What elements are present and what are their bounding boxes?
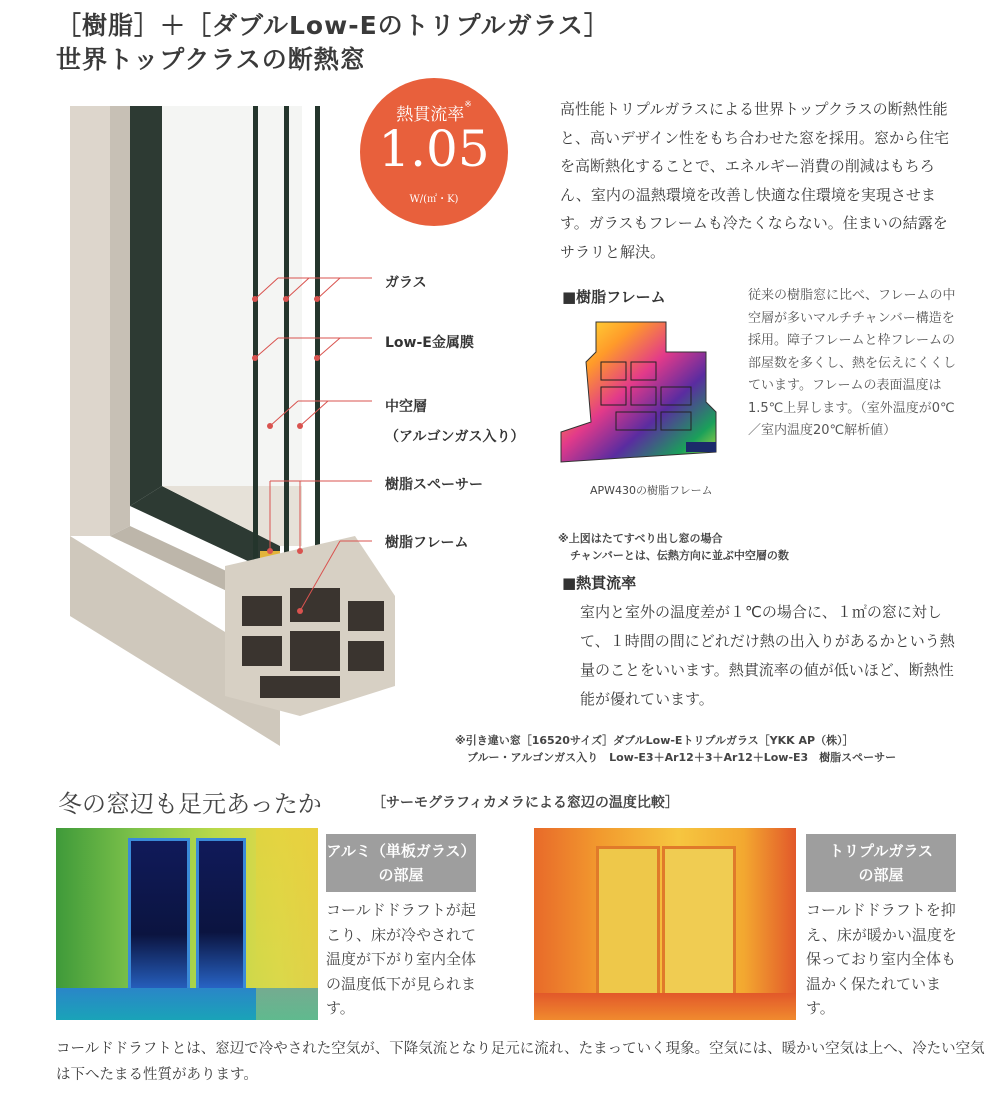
callout-resin-frame: 樹脂フレーム [385,535,469,551]
label-triple-glass-room-line2: の部屋 [858,866,904,884]
cold-draft-explanation: コールドドラフトとは、窓辺で冷やされた空気が、下降気流となり足元に流れ、たまっていく現象。空気には、暖かい空気は上へ、冷たい空気は下へたまる性質があります。 [56,1041,985,1083]
callout-hollow-layer-sub: （アルゴンガス入り） [385,429,525,445]
u-value-label: 熱貫流率 [396,105,465,125]
spec-footnote [455,732,896,766]
label-aluminum-room-line1: アルミ（単板ガラス） [326,842,476,860]
aluminum-room-description: コールドドラフトが起こり、床が冷やされて温度が下がり室内全体の温度低下が見られます。 [326,901,477,1017]
label-triple-glass-room-line1: トリプルガラス [829,842,933,860]
resin-frame-thermal-diagram [556,312,726,472]
thermal-image-triple-glass-room [534,828,796,1020]
window-cross-section-illustration [50,96,410,746]
spec-footnote-line1: ※引き違い窓［16520サイズ］ダブルLow-Eトリプルガラス［YKK AP（株）］ [455,734,854,747]
u-value-mark: ※ [464,100,472,110]
u-value-unit: W/(㎡・K) [409,194,459,205]
headline-line1: ［樹脂］＋［ダブルLow-Eのトリプルガラス］ [56,11,610,40]
intro-paragraph: 高性能トリプルガラスによる世界トップクラスの断熱性能と、高いデザイン性をもち合わせた窓を採用。窓から住宅を高断熱化することで、エネルギー消費の削減はもちろん、室内の温熱環境を改善し快適な住環境を実現させます。ガラスもフレームも冷たくならない。住まいの結露をサラリと解決。 [560,100,949,261]
triple-glass-room-description: コールドドラフトを抑え、床が暖かい温度を保っており室内全体も温かく保たれています。 [806,901,957,1017]
section2-title: 冬の窓辺も足元あったか [58,790,322,818]
u-value-badge [360,78,508,226]
spec-footnote-line2: ブルー・アルゴンガス入り Low-E3＋Ar12＋3＋Ar12＋Low-E3 樹脂スペーサー [467,751,897,764]
u-value-heading: ■熱貫流率 [562,574,637,592]
callout-glass: ガラス [385,275,427,291]
resin-frame-caption: APW430の樹脂フレーム [590,484,713,497]
resin-frame-description: 従来の樹脂窓に比べ、フレームの中空層が多いマルチチャンバー構造を採用。障子フレームと枠フレームの部屋数を多くし、熱を伝えにくくしています。フレームの表面温度は1.5℃上昇します。（室外温度が0℃／室内温度20℃解析値） [748,288,957,438]
diagram-note-line1: ※上図はたてすべり出し窓の場合 [558,532,723,545]
label-aluminum-room [326,834,476,892]
callout-resin-spacer: 樹脂スペーサー [385,477,483,493]
u-value-number: 1.05 [378,120,490,178]
resin-frame-heading: ■樹脂フレーム [562,288,666,306]
headline-line2: 世界トップクラスの断熱窓 [56,45,366,74]
diagram-note-line2: チャンバーとは、伝熱方向に並ぶ中空層の数 [570,549,789,562]
label-aluminum-room-line2: の部屋 [378,866,424,884]
callout-hollow-layer: 中空層 [385,399,427,415]
section2-subtitle: ［サーモグラフィカメラによる窓辺の温度比較］ [372,795,679,811]
label-triple-glass-room [806,834,956,892]
callout-lowe-film: Low-E金属膜 [385,335,474,351]
thermal-image-aluminum-room [56,828,318,1020]
u-value-description: 室内と室外の温度差が１℃の場合に、１㎡の窓に対して、１時間の間にどれだけ熱の出入りがあるかという熱量のことをいいます。熱貫流率の値が低いほど、断熱性能が優れています。 [580,603,955,708]
diagram-note [558,530,789,564]
